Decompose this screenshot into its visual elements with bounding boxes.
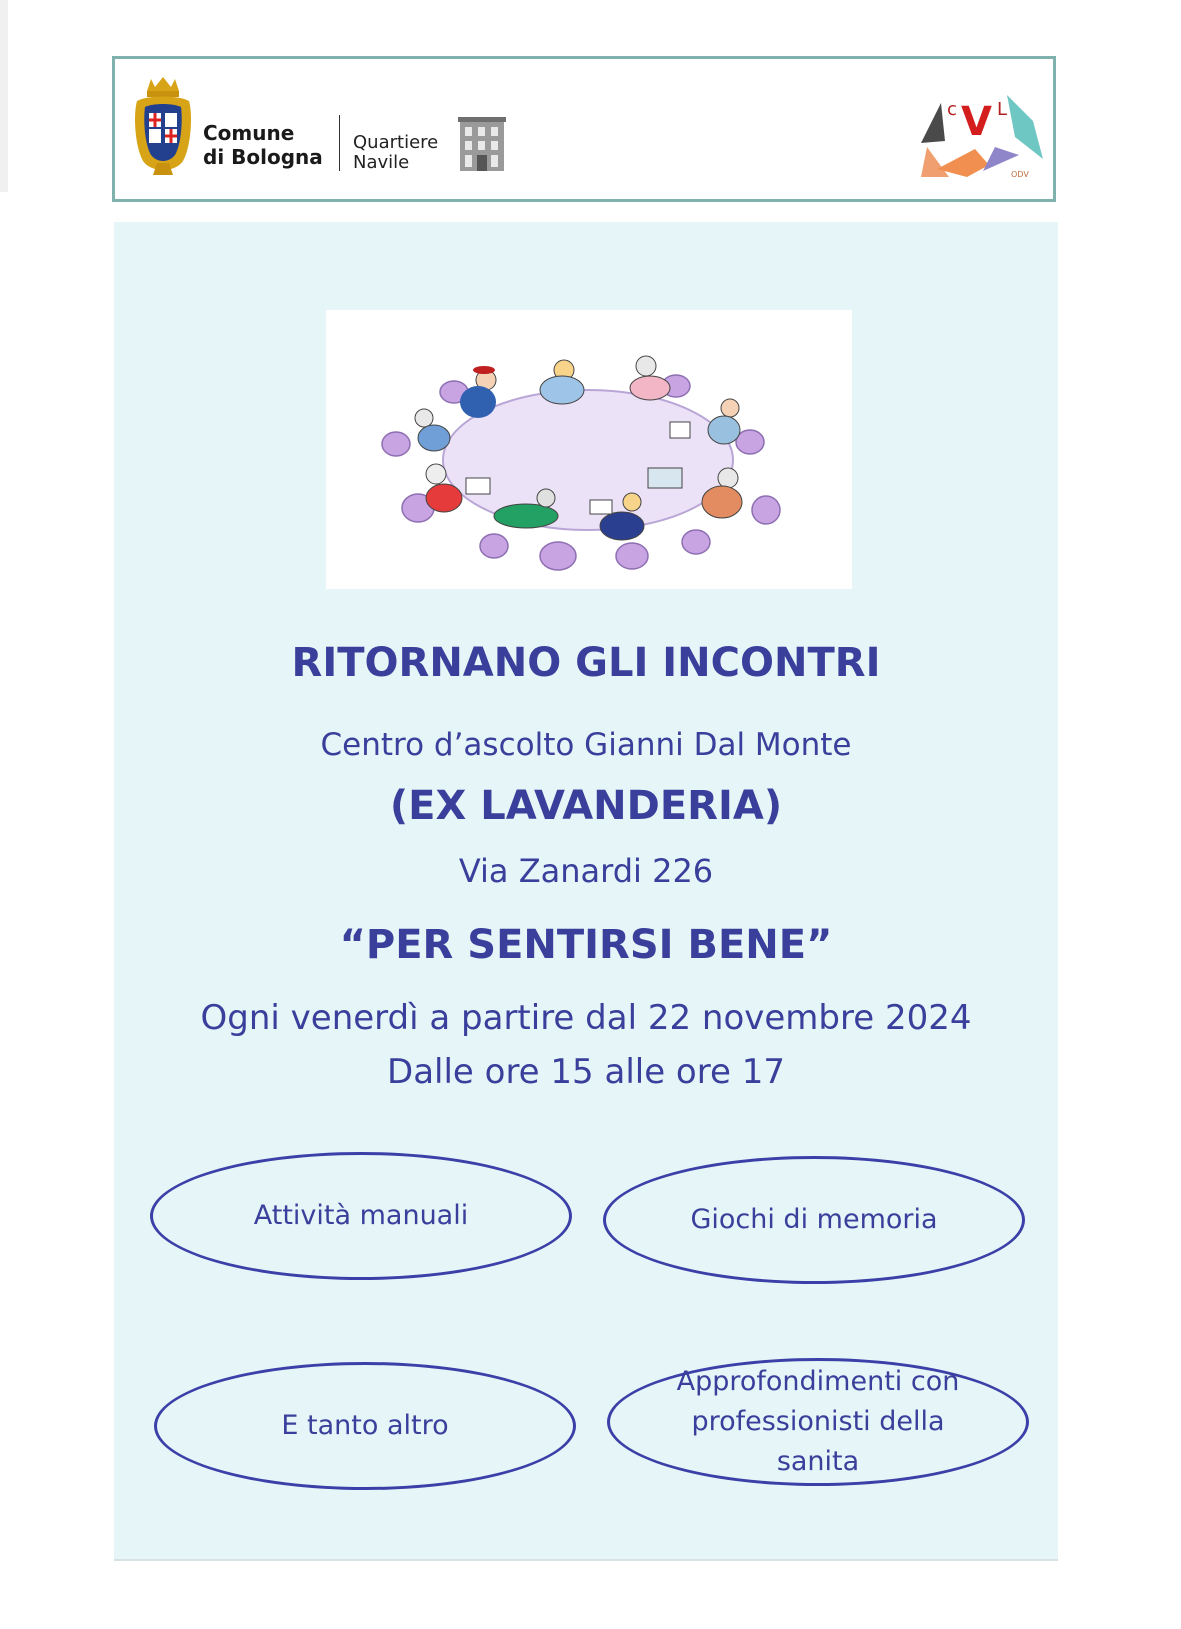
activity-oval-giochi-di-memoria (603, 1156, 1025, 1284)
header-divider (339, 115, 340, 171)
comune-line-2: di Bologna (203, 145, 323, 169)
cvl-letter-c: c (947, 99, 957, 120)
activity-label: Attività manuali (253, 1200, 469, 1231)
centre-name: Centro d’ascolto Gianni Dal Monte (320, 727, 852, 763)
cvl-odv-logo (915, 81, 1047, 181)
meeting-table-illustration (326, 310, 852, 589)
activity-label: Giochi di memoria (690, 1204, 938, 1235)
quartiere-line-2: Navile (353, 152, 410, 173)
quartiere-line-1: Quartiere (353, 132, 439, 153)
bologna-crest-icon (129, 75, 197, 179)
comune-di-bologna-name (203, 121, 323, 169)
address: Via Zanardi 226 (458, 852, 714, 890)
activity-label: E tanto altro (281, 1410, 449, 1441)
slogan: “PER SENTIRSI BENE” (339, 922, 833, 968)
hours: Dalle ore 15 alle ore 17 (387, 1052, 785, 1092)
quartiere-navile-name (353, 133, 438, 173)
activity-oval-attivita-manuali (150, 1152, 572, 1280)
cvl-odv-suffix: ODV (1011, 170, 1029, 179)
comune-line-1: Comune (203, 121, 295, 145)
page-edge-mark (0, 0, 8, 192)
poster-panel (114, 222, 1058, 1561)
activity-oval-e-tanto-altro (154, 1362, 576, 1490)
header-logo-bar (112, 56, 1056, 202)
activity-label: Approfondimenti con professionisti della sanita (676, 1366, 960, 1477)
quartiere-building-icon (458, 115, 506, 173)
cvl-letter-l: L (997, 99, 1008, 120)
former-name: (EX LAVANDERIA) (389, 783, 783, 829)
activity-oval-approfondimenti (607, 1358, 1029, 1486)
schedule: Ogni venerdì a partire dal 22 novembre 2024 (200, 998, 972, 1038)
cvl-letter-v: V (961, 99, 992, 145)
poster-title: RITORNANO GLI INCONTRI (291, 640, 881, 686)
